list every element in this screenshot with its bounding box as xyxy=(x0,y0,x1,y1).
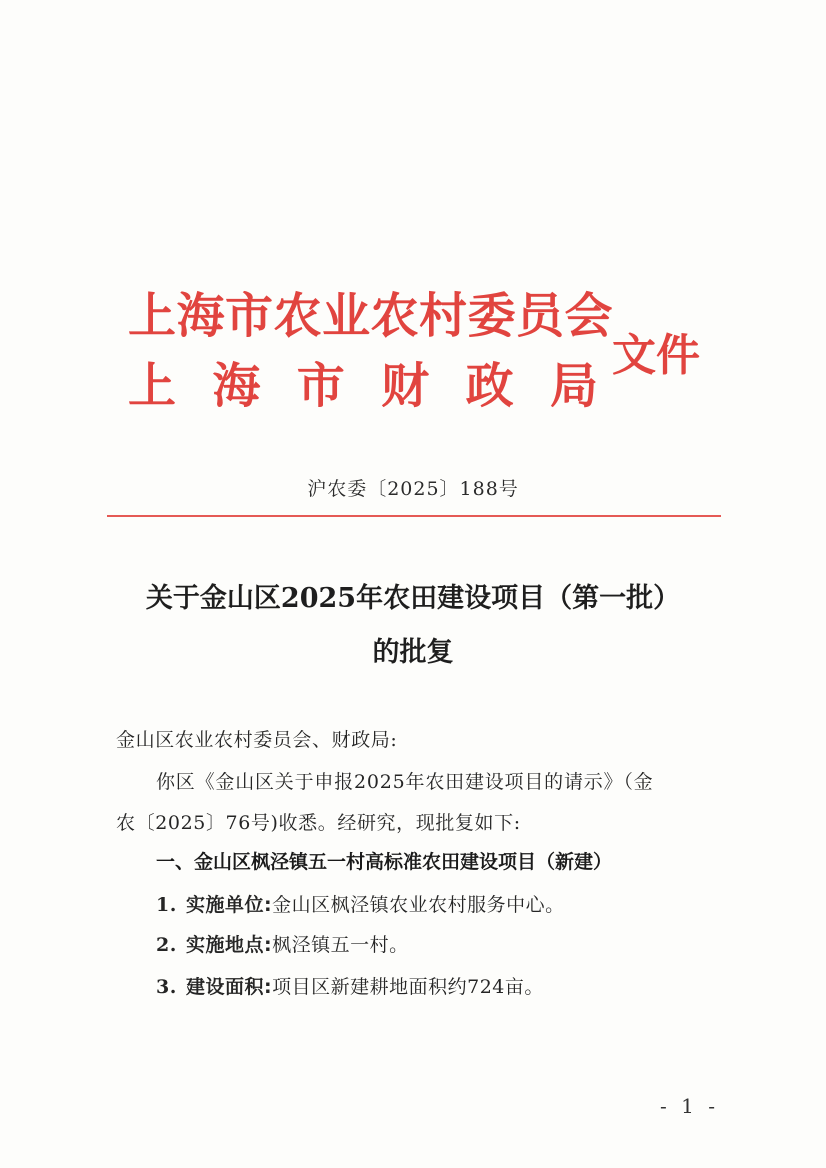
list-item-label: 实施地点: xyxy=(186,934,273,956)
list-item xyxy=(156,978,544,997)
document-title-line-2: 的批复 xyxy=(372,637,454,668)
document-type-suffix: 文件 xyxy=(612,330,700,381)
body-paragraph-line-1: 你区《金山区关于申报2025年农田建设项目的请示》（金 xyxy=(156,771,654,793)
document-header xyxy=(0,0,826,430)
issuer-finance-char: 政 xyxy=(465,358,514,414)
document-title-line-1: 关于金山区2025年农田建设项目（第一批） xyxy=(145,583,681,614)
list-item-label: 实施单位: xyxy=(186,894,273,916)
document-number: 沪农委〔2025〕188号 xyxy=(307,478,519,500)
issuer-finance-bureau xyxy=(128,358,598,414)
list-item-text: 金山区枫泾镇农业农村服务中心。 xyxy=(272,894,565,916)
list-item-number: 2. xyxy=(156,934,177,956)
addressee: 金山区农业农村委员会、财政局: xyxy=(116,729,398,751)
issuer-finance-char: 财 xyxy=(381,358,430,414)
issuer-finance-char: 局 xyxy=(549,358,598,414)
list-item-number: 3. xyxy=(156,976,177,998)
list-item-text: 枫泾镇五一村。 xyxy=(272,934,409,956)
body-paragraph-line-2: 农〔2025〕76号)收悉。经研究，现批复如下: xyxy=(116,812,521,834)
list-item xyxy=(156,896,565,915)
issuer-finance-char: 市 xyxy=(296,358,345,414)
header-divider xyxy=(107,515,721,517)
list-item xyxy=(156,936,409,955)
page-number: - 1 - xyxy=(660,1094,719,1118)
list-item-label: 建设面积: xyxy=(186,976,273,998)
issuer-finance-char: 海 xyxy=(212,358,261,414)
list-item-text: 项目区新建耕地面积约724亩。 xyxy=(272,976,544,998)
issuer-finance-char: 上 xyxy=(128,358,177,414)
issuer-agriculture-committee: 上海市农业农村委员会 xyxy=(128,288,614,344)
list-item-number: 1. xyxy=(156,894,177,916)
section-heading-1: 一、金山区枫泾镇五一村高标准农田建设项目（新建） xyxy=(156,851,613,873)
